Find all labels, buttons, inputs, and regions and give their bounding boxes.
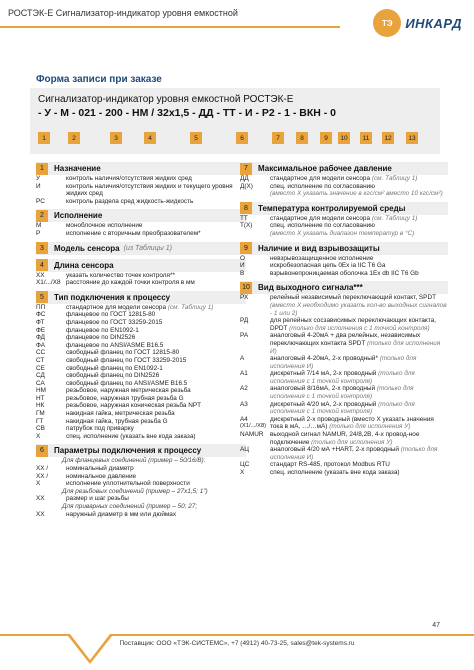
list-item bbox=[36, 480, 246, 488]
order-position-numbers bbox=[38, 132, 438, 144]
code: Х bbox=[36, 480, 41, 488]
description: фланцевое по ГОСТ 12815-80 bbox=[66, 311, 156, 319]
code: В bbox=[240, 269, 245, 277]
description: свободный фланец по ГОСТ 33259-2015 bbox=[66, 356, 187, 364]
code: А1 bbox=[240, 370, 248, 378]
description-wrap bbox=[270, 423, 448, 431]
list-item bbox=[240, 215, 448, 223]
description: исполнение уплотнительной поверхности bbox=[66, 480, 190, 488]
position-badge: 11 bbox=[360, 132, 372, 144]
header-title: РОСТЭК-Е Сигнализатор-индикатор уровня емкостной bbox=[8, 8, 238, 18]
list-item bbox=[36, 334, 246, 342]
description: стандартное для модели сенсора bbox=[66, 303, 167, 311]
order-code-box bbox=[30, 88, 440, 154]
section-label: Наличие и вид взрывозащиты bbox=[258, 243, 380, 253]
list-item bbox=[240, 270, 448, 278]
list-item bbox=[240, 385, 448, 400]
list-item bbox=[36, 511, 246, 519]
list-item bbox=[36, 175, 246, 183]
description: номинальное давление bbox=[66, 472, 137, 480]
code: Т(Х) bbox=[240, 222, 253, 230]
description: спец. исполнение (указать вне кода заказа) bbox=[270, 469, 400, 476]
code: И bbox=[36, 182, 41, 190]
description-wrap bbox=[270, 355, 448, 370]
page-number: 47 bbox=[432, 622, 440, 629]
section-number: 3 bbox=[36, 242, 48, 254]
code: ФЕ bbox=[36, 326, 46, 334]
description: контроль раздела сред жидкость-жидкость bbox=[66, 197, 194, 205]
note: (только для исполнения с 1 точкой контроля) bbox=[270, 385, 414, 401]
list-item bbox=[240, 332, 448, 355]
list-item bbox=[240, 469, 448, 477]
description: дискретный 2-х проводный (вместо Х указать значения bbox=[270, 415, 434, 423]
description: резьбовое, наружная коническая резьба NPT bbox=[66, 402, 202, 410]
list-item bbox=[36, 365, 246, 373]
description-wrap bbox=[270, 401, 448, 416]
code: ФД bbox=[36, 334, 45, 342]
section-label: Назначение bbox=[54, 164, 101, 173]
code: НК bbox=[36, 402, 45, 410]
section-label: Параметры подключения к процессу bbox=[54, 446, 202, 456]
code: У bbox=[36, 175, 41, 182]
description: накидная гайка, метрическая резьба bbox=[66, 410, 175, 418]
section-number: 1 bbox=[36, 163, 48, 175]
list-item bbox=[36, 357, 246, 365]
code: NAMUR bbox=[240, 431, 264, 439]
left-column bbox=[36, 158, 246, 518]
description: исполнение с вторичным преобразователем* bbox=[66, 229, 201, 237]
note: (только для исполнения с 1 точкой контроля) bbox=[270, 370, 415, 385]
description-wrap bbox=[270, 215, 448, 223]
list-item bbox=[36, 222, 246, 230]
list-item bbox=[36, 319, 246, 327]
description: аналоговый 4/20 мА +HART, 2-х проводный bbox=[270, 446, 399, 454]
code: НТ bbox=[36, 394, 45, 402]
section-header-2 bbox=[36, 209, 246, 222]
list-item bbox=[240, 401, 448, 416]
code: СД bbox=[36, 372, 45, 380]
code: ХХ / bbox=[36, 472, 49, 480]
section-header-10 bbox=[240, 281, 448, 294]
section-title: Форма записи при заказе bbox=[36, 74, 162, 85]
bottom-decoration bbox=[0, 630, 474, 670]
logo-text: ИНКАРД bbox=[405, 15, 462, 31]
code: РА bbox=[240, 332, 249, 340]
code: РД bbox=[240, 317, 249, 325]
list-item bbox=[240, 294, 448, 317]
list-item bbox=[240, 317, 448, 332]
list-item bbox=[240, 230, 448, 238]
group-title: Для приварных соединений (пример – 50; 27; bbox=[62, 503, 198, 510]
description: спец. исполнение по согласованию bbox=[270, 222, 375, 230]
note: (только для исполнения И) bbox=[270, 355, 417, 370]
description-wrap bbox=[270, 294, 448, 317]
description: накидная гайка, трубная резьба G bbox=[66, 417, 168, 425]
list-item bbox=[240, 370, 448, 385]
note: (вместо Х указать значение в кгс/см² вместо 10 кгс/см²) bbox=[270, 190, 443, 198]
list-item bbox=[36, 327, 246, 335]
description: стандарт RS-485, протокол Modbus RTU bbox=[270, 461, 390, 469]
position-badge: 9 bbox=[320, 132, 332, 144]
code bbox=[240, 230, 270, 238]
section-label: Модель сенсора bbox=[54, 243, 120, 253]
note: (только для исполнения У) bbox=[311, 438, 393, 446]
code: ХХ bbox=[36, 495, 45, 503]
note: (см. Таблицу 1) bbox=[371, 214, 418, 222]
group-title: Для фланцевых соединений (пример – 50/16/В): bbox=[62, 457, 206, 465]
description: стандартное для модели сенсора bbox=[270, 175, 371, 182]
section-label: Максимальное рабочее давление bbox=[258, 164, 392, 173]
description: искробезопасная цепь 0Ex ia IIC T6 Ga bbox=[270, 262, 386, 270]
description: аналоговый 8/16мА, 2-х проводный bbox=[270, 385, 376, 393]
description: указать количество точек контроля** bbox=[66, 271, 175, 279]
code: (Х1/.../Х8) bbox=[240, 423, 267, 430]
description: наружный диаметр в мм или дюймах bbox=[66, 510, 177, 518]
code: А2 bbox=[240, 385, 248, 393]
description-wrap bbox=[66, 304, 246, 312]
description: фланцевое по ГОСТ 33259-2015 bbox=[66, 318, 163, 326]
code: СЕ bbox=[36, 364, 45, 372]
code: ХХ bbox=[36, 510, 45, 518]
position-badge: 7 bbox=[272, 132, 284, 144]
description: моноблочное исполнение bbox=[66, 222, 143, 230]
note: (только для исполнения с 1 точкой контроля) bbox=[270, 400, 415, 416]
code: Х bbox=[36, 432, 41, 440]
code: Х1/.../Х8 bbox=[36, 279, 61, 287]
code: ЦС bbox=[240, 461, 250, 469]
description: взрывонепроницаемая оболочка 1Ex db IIC T6 Gb bbox=[270, 269, 419, 277]
list-item bbox=[36, 198, 246, 206]
list-item bbox=[36, 410, 246, 418]
description: фланцевое по EN1092-1 bbox=[66, 326, 139, 334]
list-item bbox=[240, 431, 448, 446]
code: А3 bbox=[240, 400, 248, 408]
code: Д(Х) bbox=[240, 182, 253, 190]
code: СС bbox=[36, 349, 46, 357]
position-badge: 4 bbox=[144, 132, 156, 144]
position-badge: 8 bbox=[296, 132, 308, 144]
code bbox=[240, 190, 270, 198]
note: (только для исполнения с 1 точкой контроля) bbox=[289, 324, 430, 332]
list-item bbox=[36, 425, 246, 433]
right-column bbox=[240, 158, 448, 477]
description-wrap bbox=[270, 332, 448, 355]
list-item bbox=[36, 465, 246, 473]
list-item bbox=[240, 461, 448, 469]
company-logo bbox=[373, 8, 462, 38]
description: свободный фланец по EN1092-1 bbox=[66, 364, 163, 372]
position-badge: 3 bbox=[110, 132, 122, 144]
code: М bbox=[36, 222, 42, 230]
code: АЦ bbox=[240, 446, 249, 454]
description: невзрывозащищенное исполнение bbox=[270, 254, 374, 262]
description: патрубок под приварку bbox=[66, 425, 134, 433]
description: фланцевое по DIN2526 bbox=[66, 334, 136, 342]
code: Р bbox=[36, 229, 41, 237]
code: СВ bbox=[36, 425, 45, 433]
section-header-8 bbox=[240, 202, 448, 215]
section-number: 4 bbox=[36, 259, 48, 271]
description: спец. исполнение (указать вне кода заказа) bbox=[66, 432, 196, 440]
list-item bbox=[36, 402, 246, 410]
position-badge: 13 bbox=[406, 132, 418, 144]
code: ФА bbox=[36, 341, 45, 349]
code: ДД bbox=[240, 175, 249, 182]
description: свободный фланец по DIN2526 bbox=[66, 372, 160, 380]
section-number: 2 bbox=[36, 210, 48, 222]
list-item bbox=[36, 311, 246, 319]
section-header-4 bbox=[36, 259, 246, 272]
note: (вместо Х необходимо указать кол-во выходных сигналов - 1 или 2) bbox=[270, 301, 447, 317]
description: контроль наличия/отсутствия жидких сред bbox=[66, 175, 192, 182]
code: РХ bbox=[240, 294, 249, 302]
code: ФТ bbox=[36, 318, 45, 326]
list-item bbox=[36, 387, 246, 395]
list-item bbox=[36, 372, 246, 380]
section-number: 7 bbox=[240, 163, 252, 175]
section-header-3 bbox=[36, 242, 246, 255]
section-header-6 bbox=[36, 444, 246, 457]
code: ХХ bbox=[36, 271, 45, 279]
list-item bbox=[36, 349, 246, 357]
code: А bbox=[240, 355, 245, 363]
list-item bbox=[240, 183, 448, 191]
section-label: Температура контролируемой среды bbox=[258, 203, 406, 213]
header-rule bbox=[0, 26, 340, 28]
list-item bbox=[36, 230, 246, 238]
description: резьбовое, наружная трубная резьба G bbox=[66, 394, 184, 402]
description: свободный фланец по ANSI/ASME B16.5 bbox=[66, 379, 188, 387]
list-item bbox=[240, 262, 448, 270]
note: (см. Таблицу 1) bbox=[371, 175, 418, 182]
section-label: Исполнение bbox=[54, 211, 103, 221]
section-header-9 bbox=[240, 242, 448, 255]
list-item bbox=[240, 355, 448, 370]
note: (только для исполнения И) bbox=[270, 339, 441, 355]
section-number: 8 bbox=[240, 202, 252, 214]
section-number: 6 bbox=[36, 445, 48, 457]
position-badge: 12 bbox=[382, 132, 394, 144]
description: фланцевое по ANSI/ASME B16.5 bbox=[66, 341, 164, 349]
description: релейный независимый переключающий контакт, SPDT bbox=[270, 294, 436, 302]
list-item bbox=[240, 222, 448, 230]
description: аналоговый 4-20мА + два релейных, независимых переключающих контакта SPDT bbox=[270, 332, 421, 347]
description: аналоговый 4-20мА, 2-х проводный* bbox=[270, 355, 378, 363]
code: СА bbox=[36, 379, 45, 387]
page-header bbox=[0, 0, 474, 50]
order-title: Сигнализатор-индикатор уровня емкостной РОСТЭК-Е bbox=[38, 94, 294, 105]
section-header-1 bbox=[36, 162, 246, 175]
description: тока в мА, …/…мА) bbox=[270, 423, 328, 431]
description: контроль наличия/отсутствия жидких и текущего уровня жидких сред bbox=[66, 182, 233, 198]
description-wrap bbox=[270, 385, 448, 400]
list-item bbox=[36, 433, 246, 441]
description: размер и шаг резьбы bbox=[66, 495, 129, 503]
description: стандартное для модели сенсора bbox=[270, 214, 371, 222]
description: номинальный диаметр bbox=[66, 465, 134, 473]
code: ГМ bbox=[36, 410, 45, 418]
section-number: 9 bbox=[240, 242, 252, 254]
list-item bbox=[240, 446, 448, 461]
section-header-7 bbox=[240, 162, 448, 175]
code: ТТ bbox=[240, 214, 248, 222]
position-badge: 5 bbox=[190, 132, 202, 144]
code: ФС bbox=[36, 311, 46, 319]
description-wrap bbox=[270, 431, 448, 446]
description: свободный фланец по ГОСТ 12815-80 bbox=[66, 349, 180, 357]
position-badge: 10 bbox=[338, 132, 350, 144]
description: дискретный 4/20 мА, 2-х проводный bbox=[270, 400, 377, 408]
group-title: Для резьбовых соединений (пример – 27х1,5; 1") bbox=[62, 487, 208, 495]
description: спец. исполнение по согласованию bbox=[270, 182, 375, 190]
code: НМ bbox=[36, 387, 46, 395]
section-header-5 bbox=[36, 291, 246, 304]
note: (вместо Х указать диапазон температур в °С) bbox=[270, 229, 415, 237]
list-item bbox=[36, 495, 246, 503]
list-item bbox=[36, 304, 246, 312]
description: расстояние до каждой точки контроля в мм bbox=[66, 279, 195, 287]
code: ХХ / bbox=[36, 465, 49, 473]
description-wrap bbox=[270, 446, 448, 461]
code: РС bbox=[36, 197, 45, 205]
section-note: (из Таблицы 1) bbox=[123, 244, 172, 252]
code: ПП bbox=[36, 303, 46, 311]
section-number: 10 bbox=[240, 282, 252, 294]
section-label: Вид выходного сигнала*** bbox=[258, 283, 363, 293]
code: И bbox=[240, 262, 245, 270]
list-item bbox=[240, 190, 448, 198]
footer-supplier: Поставщик: ООО «ТЭК-СИСТЕМС», +7 (4912) 40-73-25, sales@tek-systems.ru bbox=[119, 640, 355, 647]
description: дискретный 7/14 мА, 2-х проводный bbox=[270, 370, 377, 378]
description: резьбовое, наружная метрическая резьба bbox=[66, 387, 191, 395]
description-wrap bbox=[270, 317, 448, 332]
position-badge: 1 bbox=[38, 132, 50, 144]
list-item bbox=[240, 423, 448, 431]
description: для релейных сосзависимых переключающих контакта, DPDT bbox=[270, 317, 436, 332]
position-badge: 2 bbox=[68, 132, 80, 144]
code: А4 bbox=[240, 415, 248, 423]
note: (только для исполнения И) bbox=[270, 446, 438, 461]
order-code: - У - М - 021 - 200 - НМ / 32х1,5 - ДД - ТТ - И - Р2 - 1 - ВКН - 0 bbox=[38, 107, 336, 119]
position-badge: 6 bbox=[236, 132, 248, 144]
code: СТ bbox=[36, 356, 45, 364]
note: (см. Таблицу 1) bbox=[167, 303, 214, 311]
note: (только для исполнения У) bbox=[329, 423, 411, 431]
logo-mark-icon: ТЭ bbox=[373, 9, 401, 37]
list-item bbox=[240, 175, 448, 183]
description: выходной сигнал NAMUR, 24/8,2В, 4-х провод-ное подключение bbox=[270, 431, 420, 446]
code: Х bbox=[240, 469, 245, 476]
section-number: 5 bbox=[36, 291, 48, 303]
description-wrap bbox=[270, 175, 448, 183]
code: О bbox=[240, 254, 245, 262]
code: ГТ bbox=[36, 417, 44, 425]
section-label: Длина сенсора bbox=[54, 260, 114, 270]
list-item bbox=[36, 183, 246, 198]
description-wrap bbox=[270, 370, 448, 385]
list-item bbox=[36, 279, 246, 287]
section-label: Тип подключения к процессу bbox=[54, 292, 171, 302]
